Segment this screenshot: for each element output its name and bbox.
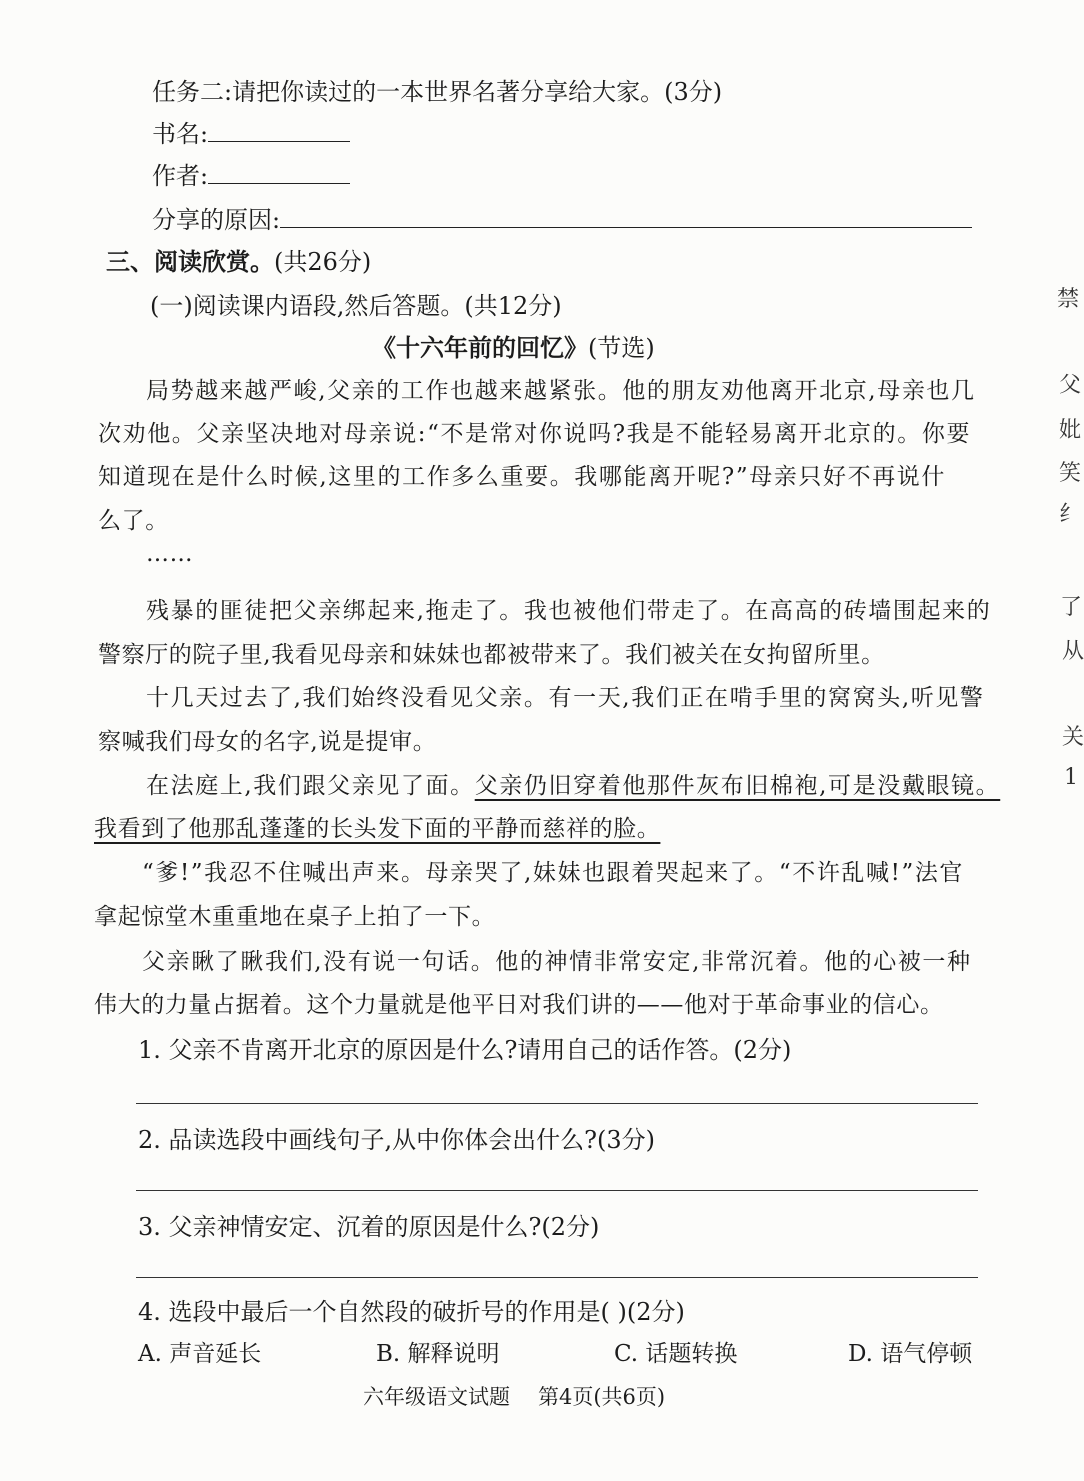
reason-blank[interactable]	[280, 205, 972, 228]
margin-char-1: 禁	[1057, 287, 1080, 312]
reason-label: 分享的原因:	[152, 206, 281, 234]
passage-p2-line2: 警察厅的院子里,我看见母亲和妹妹也都被带来了。我们被关在女拘留所里。	[98, 642, 885, 668]
passage-title-line	[372, 328, 655, 363]
book-label: 书名:	[152, 120, 209, 148]
section3-title: 三、阅读欣赏。	[106, 247, 274, 276]
passage-p1-line4: 么了。	[98, 508, 169, 534]
margin-char-4: 笑	[1059, 461, 1082, 486]
passage-p4-line1	[146, 767, 1000, 800]
option-a[interactable]: A. 声音延长	[138, 1341, 262, 1367]
margin-char-3: 妣	[1059, 418, 1082, 443]
passage-note: (节选)	[588, 334, 655, 362]
passage-p3-line1: 十几天过去了,我们始终没看见父亲。有一天,我们正在啃手里的窝窝头,听见警	[146, 685, 985, 711]
question-3: 3. 父亲神情安定、沉着的原因是什么?(2分)	[138, 1213, 600, 1241]
underlined-sentence-part1: 父亲仍旧穿着他那件灰布旧棉袍,可是没戴眼镜。	[474, 773, 1001, 799]
question-2: 2. 品读选段中画线句子,从中你体会出什么?(3分)	[138, 1126, 656, 1154]
passage-p1-line3: 知道现在是什么时候,这里的工作多么重要。我哪能离开呢?”母亲只好不再说什	[98, 464, 946, 490]
author-blank[interactable]	[208, 161, 350, 184]
answer-line-2[interactable]	[136, 1190, 978, 1191]
question-4: 4. 选段中最后一个自然段的破折号的作用是( )(2分)	[138, 1298, 685, 1326]
answer-line-1[interactable]	[136, 1103, 978, 1104]
margin-char-6: 了	[1060, 595, 1083, 620]
section3-score: (共26分)	[274, 248, 372, 276]
passage-p4-line2	[94, 810, 660, 843]
passage-title: 《十六年前的回忆》	[372, 333, 588, 362]
section3-part1: (一)阅读课内语段,然后答题。(共12分)	[150, 292, 562, 320]
book-name-line	[152, 114, 350, 149]
option-b[interactable]: B. 解释说明	[376, 1341, 500, 1367]
passage-p2-line1: 残暴的匪徒把父亲绑起来,拖走了。我也被他们带走了。在高高的砖墙围起来的	[146, 598, 992, 624]
passage-p1-line1: 局势越来越严峻,父亲的工作也越来越紧张。他的朋友劝他离开北京,母亲也几	[146, 378, 976, 404]
footer	[363, 1381, 665, 1411]
reason-line	[152, 200, 972, 235]
answer-line-3[interactable]	[136, 1277, 978, 1278]
passage-p6-line2: 伟大的力量占据着。这个力量就是他平日对我们讲的——他对于革命事业的信心。	[94, 992, 944, 1018]
author-label: 作者:	[152, 162, 209, 190]
margin-char-2: 父	[1059, 373, 1082, 398]
passage-ellipsis: ……	[146, 541, 194, 567]
option-d[interactable]: D. 语气停顿	[848, 1341, 973, 1367]
task2-title: 任务二:请把你读过的一本世界名著分享给大家。(3分)	[152, 78, 723, 106]
question-1: 1. 父亲不肯离开北京的原因是什么?请用自己的话作答。(2分)	[138, 1036, 792, 1064]
passage-p1-line2: 次劝他。父亲坚决地对母亲说:“不是常对你说吗?我是不能轻易离开北京的。你要	[98, 421, 972, 447]
passage-p5-line2: 拿起惊堂木重重地在桌子上拍了一下。	[94, 904, 496, 930]
margin-char-7: 从	[1062, 639, 1084, 664]
passage-p6-line1: 父亲瞅了瞅我们,没有说一句话。他的神情非常安定,非常沉着。他的心被一种	[142, 949, 972, 975]
footer-page: 第4页(共6页)	[538, 1385, 666, 1409]
underlined-sentence-part2: 我看到了他那乱蓬蓬的长头发下面的平静而慈祥的脸。	[94, 816, 661, 842]
option-c[interactable]: C. 话题转换	[614, 1341, 738, 1367]
footer-exam: 六年级语文试题	[363, 1385, 510, 1409]
margin-char-9: 1	[1064, 765, 1078, 790]
margin-char-5: 纟	[1059, 502, 1082, 527]
section3-heading	[106, 242, 371, 277]
passage-p4-plain: 在法庭上,我们跟父亲见了面。	[146, 773, 475, 799]
book-name-blank[interactable]	[208, 119, 350, 142]
author-line	[152, 156, 350, 191]
margin-char-8: 关	[1062, 725, 1084, 750]
passage-p3-line2: 察喊我们母女的名字,说是提审。	[98, 729, 437, 755]
passage-p5-line1: “爹!”我忍不住喊出声来。母亲哭了,妹妹也跟着哭起来了。“不许乱喊!”法官	[142, 860, 965, 886]
